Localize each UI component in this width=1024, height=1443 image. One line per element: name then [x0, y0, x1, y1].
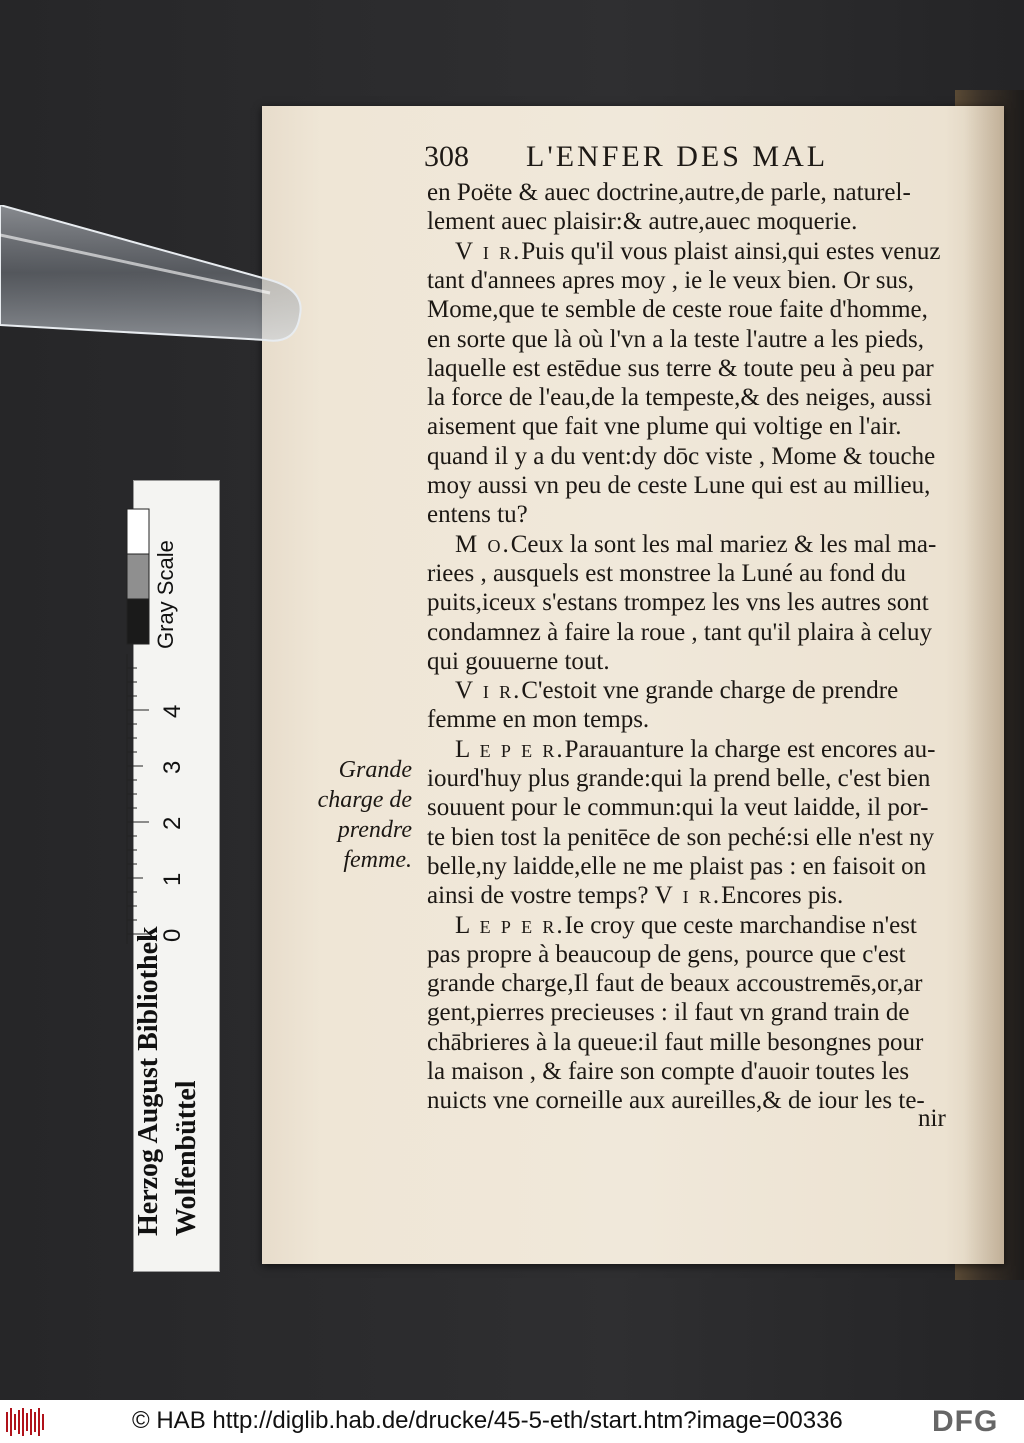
catchword: nir	[918, 1105, 946, 1132]
line-text: Ceux la sont les mal mariez & les mal ma-	[510, 530, 937, 558]
line-text: lement auec plaisir:& autre,auec moquerie.	[427, 208, 858, 236]
text-line	[427, 1086, 955, 1116]
line-text: tant d'annees apres moy , ie le veux bien. Or sus,	[427, 266, 915, 294]
text-line	[427, 266, 955, 296]
line-text: gent,pierres precieuses : il faut vn grand train de	[427, 999, 910, 1027]
line-text: souuent pour le commun:qui la veut laidde, il por-	[427, 794, 929, 822]
line-text: belle,ny laidde,elle ne me plaist pas : en faisoit on	[427, 852, 927, 880]
gray-scale-label: Gray Scale	[153, 540, 178, 649]
line-text: qui gouuerne tout.	[427, 647, 610, 675]
speaker-label: V i r.	[654, 882, 722, 910]
line-text: condamnez à faire la roue , tant qu'il plaira à celuy	[427, 618, 932, 646]
text-line	[427, 325, 955, 355]
text-line	[455, 911, 983, 941]
line-text: nuicts vne corneille aux aureilles,& de iour les te-	[427, 1087, 925, 1115]
text-line	[427, 940, 955, 970]
line-text: quand il y a du vent:dy dōc viste , Mome & touche	[427, 442, 936, 470]
ruler-tick-3: 3	[159, 760, 186, 774]
text-line	[427, 618, 955, 648]
line-text: la maison , & faire son compte d'auoir toutes les	[427, 1058, 910, 1085]
text-line	[427, 559, 955, 589]
line-text: puits,iceux s'estans trompez les vns les autres sont	[427, 589, 929, 617]
text-line	[455, 530, 983, 560]
line-text: pas propre à beaucoup de gens, pource que c'est	[427, 940, 906, 968]
text-line	[427, 207, 955, 237]
text-line	[427, 793, 955, 823]
line-text: en sorte que là où l'vn a la teste l'autre a les pieds,	[427, 325, 925, 353]
line-text: chābrieres à la queue:il faut mille besongnes pour	[427, 1028, 924, 1056]
line-text: la force de l'eau,de la tempeste,& des neiges, aussi	[427, 384, 933, 412]
line-text: te bien tost la penitēce de son peché:si elle n'est ny	[427, 823, 935, 851]
footer-bar	[0, 1400, 1024, 1443]
line-prefix: ainsi de vostre temps?	[427, 882, 655, 910]
marginal-note-line: charge de	[317, 787, 412, 813]
line-text: riees , ausquels est monstree la Luné au fond du	[427, 559, 907, 587]
line-text: Mome,que te semble de ceste roue faite d'homme,	[427, 296, 928, 324]
speaker-label: V i r.	[455, 677, 522, 705]
text-line	[455, 237, 983, 267]
line-text: iourd'huy plus grande:qui la prend belle, c'est bien	[427, 765, 931, 792]
line-text: aisement que fait vne plume qui voltige en l'air.	[427, 413, 902, 441]
line-text: laquelle est estēdue sus terre & toute peu à peu par	[427, 354, 934, 382]
line-text: grande charge,Il faut de beaux accoustremēs,or,ar	[427, 970, 923, 998]
line-text: Puis qu'il vous plaist ainsi,qui estes venuz	[521, 237, 941, 265]
speaker-label: L e p e r.	[455, 735, 565, 763]
text-line	[427, 383, 955, 413]
text-line	[427, 1028, 955, 1058]
text-line	[427, 705, 955, 735]
text-line	[427, 1057, 955, 1087]
text-line	[427, 588, 955, 618]
speaker-label: L e p e r.	[455, 911, 565, 939]
copyright-link[interactable]: © HAB http://diglib.hab.de/drucke/45-5-eth/start.htm?image=00336	[132, 1407, 843, 1434]
text-line	[427, 442, 955, 472]
ruler-tick-1: 1	[159, 872, 186, 886]
line-text: Encores pis.	[721, 882, 844, 910]
text-line	[427, 823, 955, 853]
marginal-note-line: Grande	[338, 757, 412, 783]
text-line	[427, 998, 955, 1028]
line-text: Ie croy que ceste marchandise n'est	[564, 911, 917, 939]
text-line	[427, 764, 955, 794]
text-line	[427, 412, 955, 442]
text-line	[427, 471, 955, 501]
line-text: moy aussi vn peu de ceste Lune qui est au millieu,	[427, 472, 931, 499]
speaker-label: V i r.	[455, 237, 522, 265]
text-line	[427, 354, 955, 384]
library-city: Wolfenbüttel	[171, 1080, 202, 1236]
ruler-tick-0: 0	[159, 928, 186, 942]
text-line	[427, 178, 955, 208]
dfg-logo: DFG	[932, 1405, 999, 1438]
hab-logo-icon	[6, 1408, 46, 1436]
marginal-note-line: femme.	[343, 847, 412, 873]
text-line	[427, 881, 955, 911]
speaker-label: M o.	[455, 530, 511, 558]
page-number: 308	[424, 140, 469, 173]
text-line	[427, 852, 955, 882]
ruler-tick-4: 4	[159, 704, 186, 718]
text-line	[455, 735, 983, 765]
line-text: femme en mon temps.	[427, 706, 650, 734]
line-text: Parauanture la charge est encores au-	[564, 735, 936, 763]
text-line	[427, 969, 955, 999]
line-text: entens tu?	[427, 501, 528, 529]
text-line	[455, 676, 983, 706]
running-header	[424, 140, 894, 180]
text-line	[427, 295, 955, 325]
line-text: C'estoit vne grande charge de prendre	[521, 677, 899, 705]
line-text: en Poëte & auec doctrine,autre,de parle, naturel-	[427, 179, 911, 206]
text-line	[427, 500, 955, 530]
marginal-note-line: prendre	[337, 817, 412, 843]
library-name: Herzog August Bibliothek	[133, 926, 164, 1236]
text-line	[427, 647, 955, 677]
gray-scale-ruler	[133, 480, 220, 1272]
running-title: L'ENFER DES MAL	[526, 140, 829, 173]
glass-page-weight	[0, 205, 310, 350]
ruler-tick-2: 2	[159, 816, 186, 830]
